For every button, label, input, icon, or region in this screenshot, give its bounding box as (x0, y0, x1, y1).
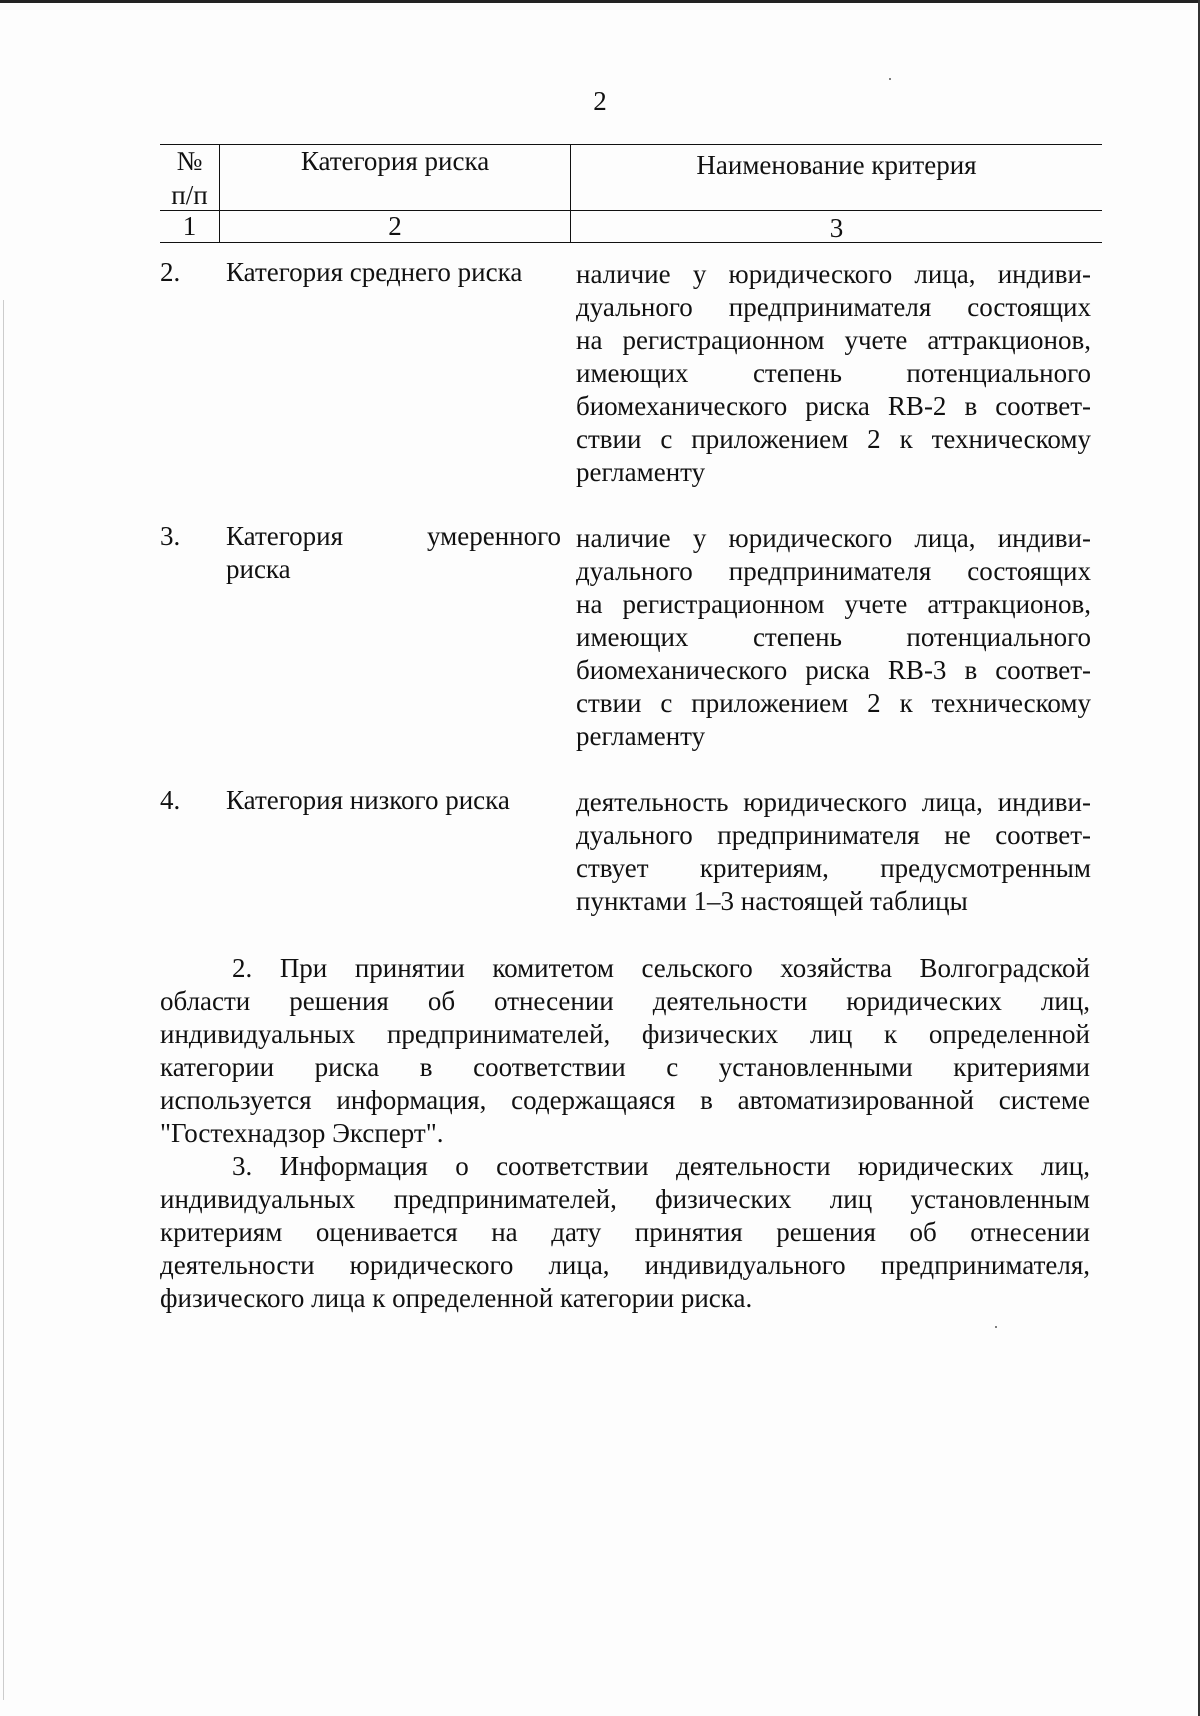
header-category: Категория риска (300, 146, 490, 176)
criterion-line: на регистрационном учете аттракционов, (576, 589, 1091, 619)
criterion-line: биомеханического риска RB-2 в соответ- (576, 391, 1091, 421)
row-criterion (576, 258, 1091, 489)
criterion-line: пунктами 1–3 настоящей таблицы (576, 886, 968, 916)
criterion-line: ствии с приложением 2 к техническому (576, 688, 1091, 718)
row-category (226, 520, 561, 586)
paragraph-line: 2. При принятии комитетом сельского хозяйства Волгоградской (232, 953, 1090, 983)
paragraph-line: 3. Информация о соответствии деятельности юридических лиц, (232, 1151, 1090, 1181)
criterion-line: деятельность юридического лица, индиви- (576, 787, 1091, 817)
paragraph-2 (160, 952, 1090, 1150)
criterion-line: биомеханического риска RB-3 в соответ- (576, 655, 1091, 685)
scan-edge-left (3, 300, 4, 1700)
scan-edge-top (0, 0, 1200, 3)
criterion-line: имеющих степень потенциального (576, 358, 1091, 388)
paragraph-line: "Гостехнадзор Эксперт". (160, 1118, 444, 1148)
criterion-line: дуального предпринимателя не соответ- (576, 820, 1091, 850)
criterion-line: регламенту (576, 457, 706, 487)
column-number-1: 1 (182, 211, 197, 241)
criterion-line: ствует критериям, предусмотренным (576, 853, 1091, 883)
paragraph-line: физического лица к определенной категории риска. (160, 1283, 753, 1313)
header-num-line2: п/п (171, 180, 208, 210)
criterion-line: имеющих степень потенциального (576, 622, 1091, 652)
row-category-line: Категория среднего риска (226, 257, 523, 287)
row-category-line: Категория низкого риска (226, 785, 510, 815)
page-number: 2 (593, 86, 607, 116)
scan-speck (889, 78, 891, 80)
criterion-line: ствии с приложением 2 к техническому (576, 424, 1091, 454)
paragraph-line: индивидуальных предпринимателей, физических лиц установленным (160, 1184, 1090, 1214)
row-category (226, 784, 561, 817)
paragraph-3 (160, 1150, 1090, 1315)
paragraph-line: используется информация, содержащаяся в автоматизированной системе (160, 1085, 1090, 1115)
row-category-line: риска (226, 554, 291, 584)
column-number-3: 3 (829, 213, 844, 243)
header-criterion: Наименование критерия (696, 150, 977, 180)
row-category-line: Категория умеренного (226, 521, 561, 551)
paragraph-line: критериям оценивается на дату принятия решения об отнесении (160, 1217, 1090, 1247)
criterion-line: дуального предпринимателя состоящих (576, 556, 1091, 586)
criterion-line: регламенту (576, 721, 706, 751)
header-num-line1: № (176, 146, 203, 176)
header-num (160, 144, 219, 212)
paragraph-line: области решения об отнесении деятельности юридических лиц, (160, 986, 1090, 1016)
column-number-2: 2 (388, 211, 402, 241)
row-category (226, 256, 561, 289)
paragraph-line: индивидуальных предпринимателей, физических лиц к определенной (160, 1019, 1090, 1049)
scan-speck (995, 1326, 997, 1328)
row-criterion (576, 522, 1091, 753)
criterion-line: наличие у юридического лица, индиви- (576, 259, 1091, 289)
row-number: 2. (160, 257, 181, 287)
row-number: 4. (160, 785, 181, 815)
criterion-line: наличие у юридического лица, индиви- (576, 523, 1091, 553)
paragraph-line: деятельности юридического лица, индивидуального предпринимателя, (160, 1250, 1090, 1280)
criterion-line: дуального предпринимателя состоящих (576, 292, 1091, 322)
row-criterion (576, 786, 1091, 918)
paragraph-line: категории риска в соответствии с установленными критериями (160, 1052, 1090, 1082)
criterion-line: на регистрационном учете аттракционов, (576, 325, 1091, 355)
row-number: 3. (160, 521, 181, 551)
